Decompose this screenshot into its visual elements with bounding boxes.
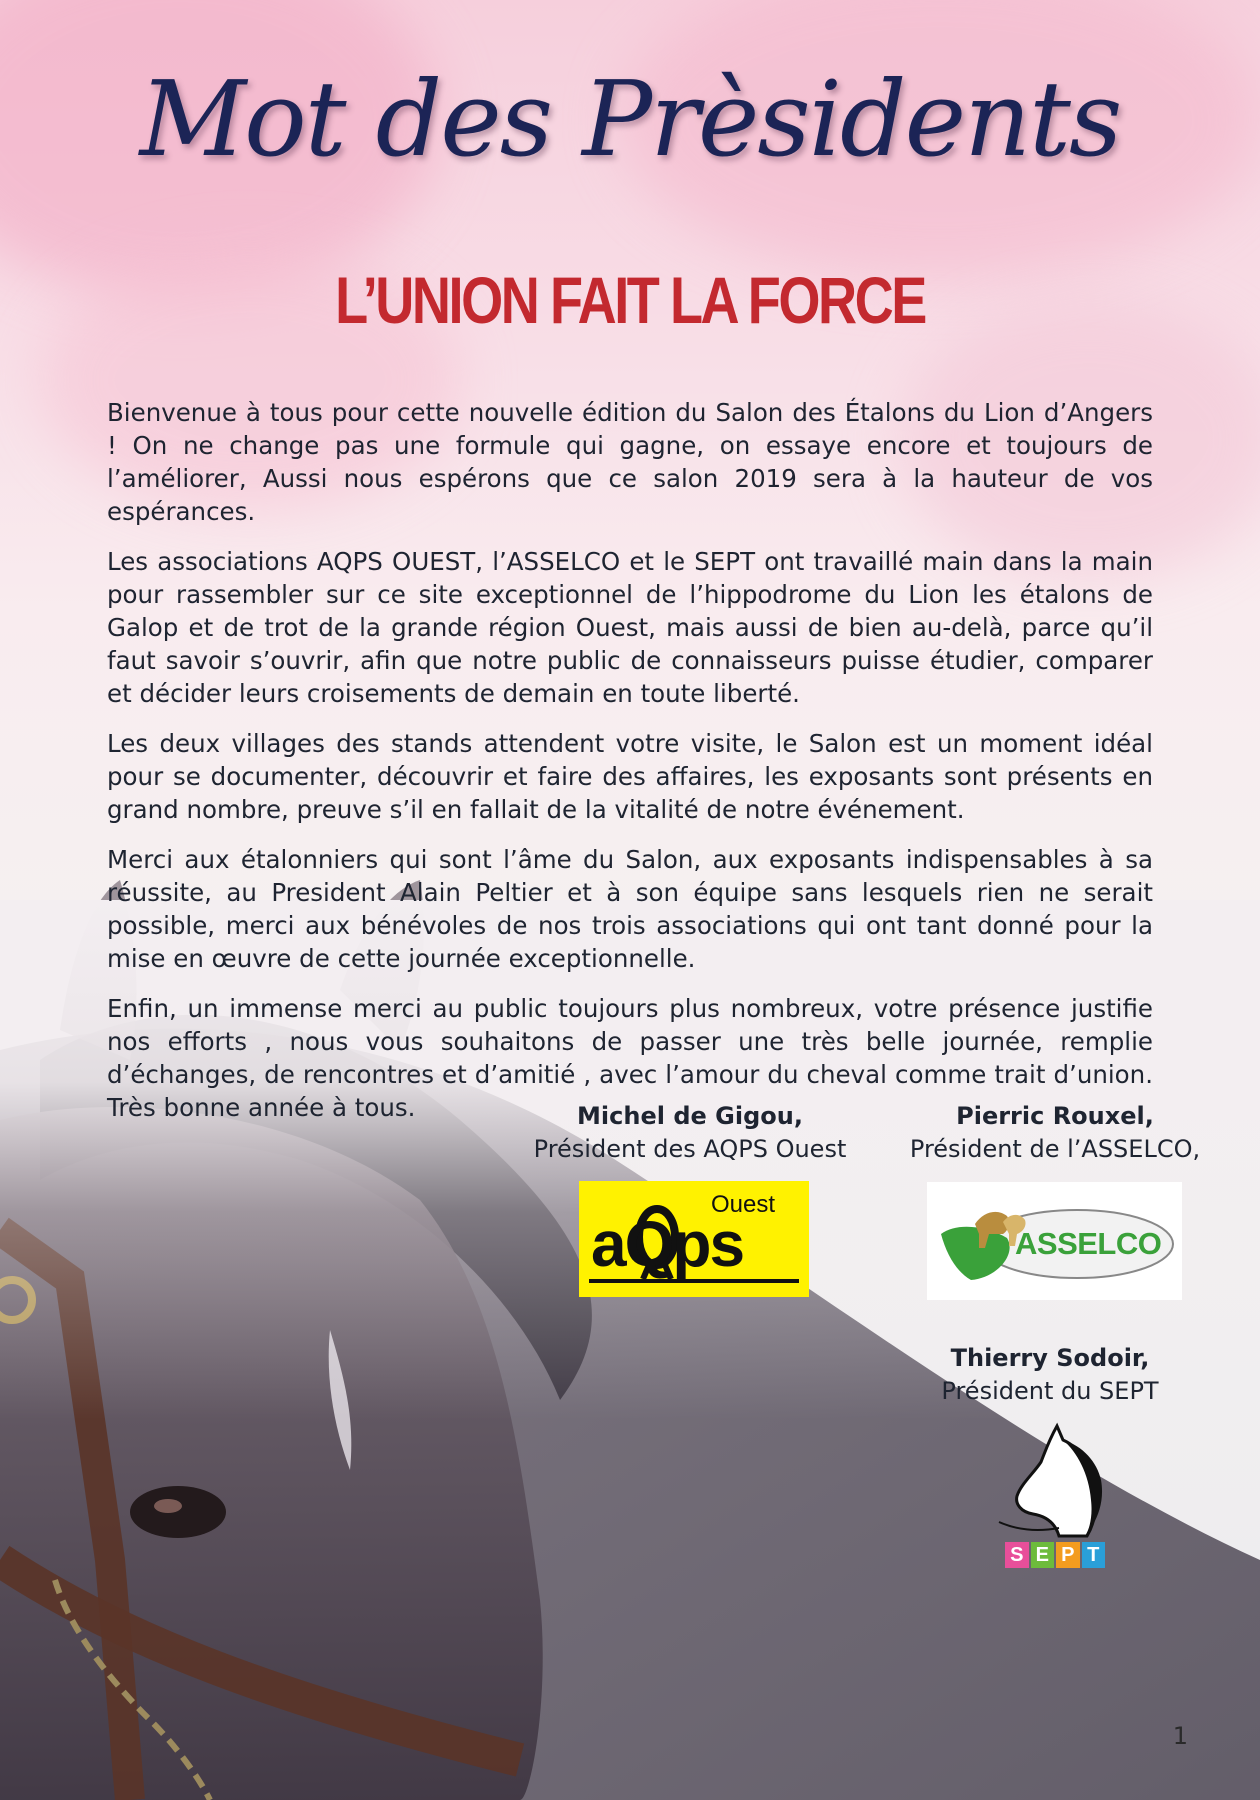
signatory-name: Thierry Sodoir, [950, 1344, 1150, 1372]
paragraph: Les deux villages des stands attendent votre visite, le Salon est un moment idéal pour se documenter, découvrir et faire des affaires, les exposants sont présents en grand nombre, preuve s’il en fallait de la vitalité de notre événement. [107, 729, 1153, 824]
letter-body [107, 396, 1153, 1141]
sept-letter: T [1082, 1542, 1106, 1568]
asselco-logo [927, 1182, 1182, 1300]
signature-aqps [520, 1100, 860, 1166]
paragraph: Les associations AQPS OUEST, l’ASSELCO et le SEPT ont travaillé main dans la main pour rassembler sur ce site exceptionnel de l’hippodrome du Lion les étalons de Galop et de trot de la grande région Ouest, mais aussi de bien au-delà, parce qu’il faut savoir s’ouvrir, afin que notre public de connaisseurs puisse étudier, comparer et décider leurs croisements de demain en toute liberté. [107, 547, 1153, 708]
sept-letter: P [1056, 1542, 1080, 1568]
page-number: 1 [1172, 1722, 1188, 1750]
signatory-role: Président de l’ASSELCO, [909, 1135, 1201, 1163]
horse-head-icon [997, 1422, 1111, 1540]
aqps-logo [579, 1181, 809, 1297]
signature-sept [900, 1342, 1200, 1408]
paragraph: Merci aux étalonniers qui sont l’âme du Salon, aux exposants indispensables à sa réussite, au President Alain Peltier et à son équipe sans lesquels rien ne serait possible, merci aux bénévoles de nos trois associations qui ont tant donné pour la mise en œuvre de cette journée exceptionnelle. [107, 845, 1153, 973]
signatory-role: Président des AQPS Ouest [533, 1135, 847, 1163]
sept-letter: S [1005, 1542, 1029, 1568]
sept-letters [1005, 1542, 1105, 1568]
sept-letter: E [1031, 1542, 1055, 1568]
paragraph: Bienvenue à tous pour cette nouvelle édition du Salon des Étalons du Lion d’Angers ! On ne change pas une formule qui gagne, on essaye encore et toujours de l’améliorer, Aussi nous espérons que ce salon 2019 sera à la hauteur de vos espérances. [107, 398, 1153, 526]
signatory-name: Michel de Gigou, [577, 1102, 803, 1130]
page-subtitle: L’UNION FAIT LA FORCE [335, 263, 925, 337]
signature-asselco [880, 1100, 1230, 1166]
signatory-role: Président du SEPT [941, 1377, 1159, 1405]
signatory-name: Pierric Rouxel, [956, 1102, 1154, 1130]
aqps-logo-top: Ouest [711, 1191, 776, 1218]
page-title: Mot des Prèsidents [139, 58, 1121, 180]
paragraph: Enfin, un immense merci au public toujours plus nombreux, votre présence justifie nos efforts , nous vous souhaitons de passer une très belle journée, remplie d’échanges, de rencontres et d’amitié , avec l’amour du cheval comme trait d’union. Très bonne année à tous. [107, 994, 1153, 1122]
sept-logo [997, 1422, 1111, 1570]
asselco-logo-text: ASSELCO [1015, 1226, 1162, 1261]
aqps-logo-main: aQps [591, 1208, 744, 1280]
